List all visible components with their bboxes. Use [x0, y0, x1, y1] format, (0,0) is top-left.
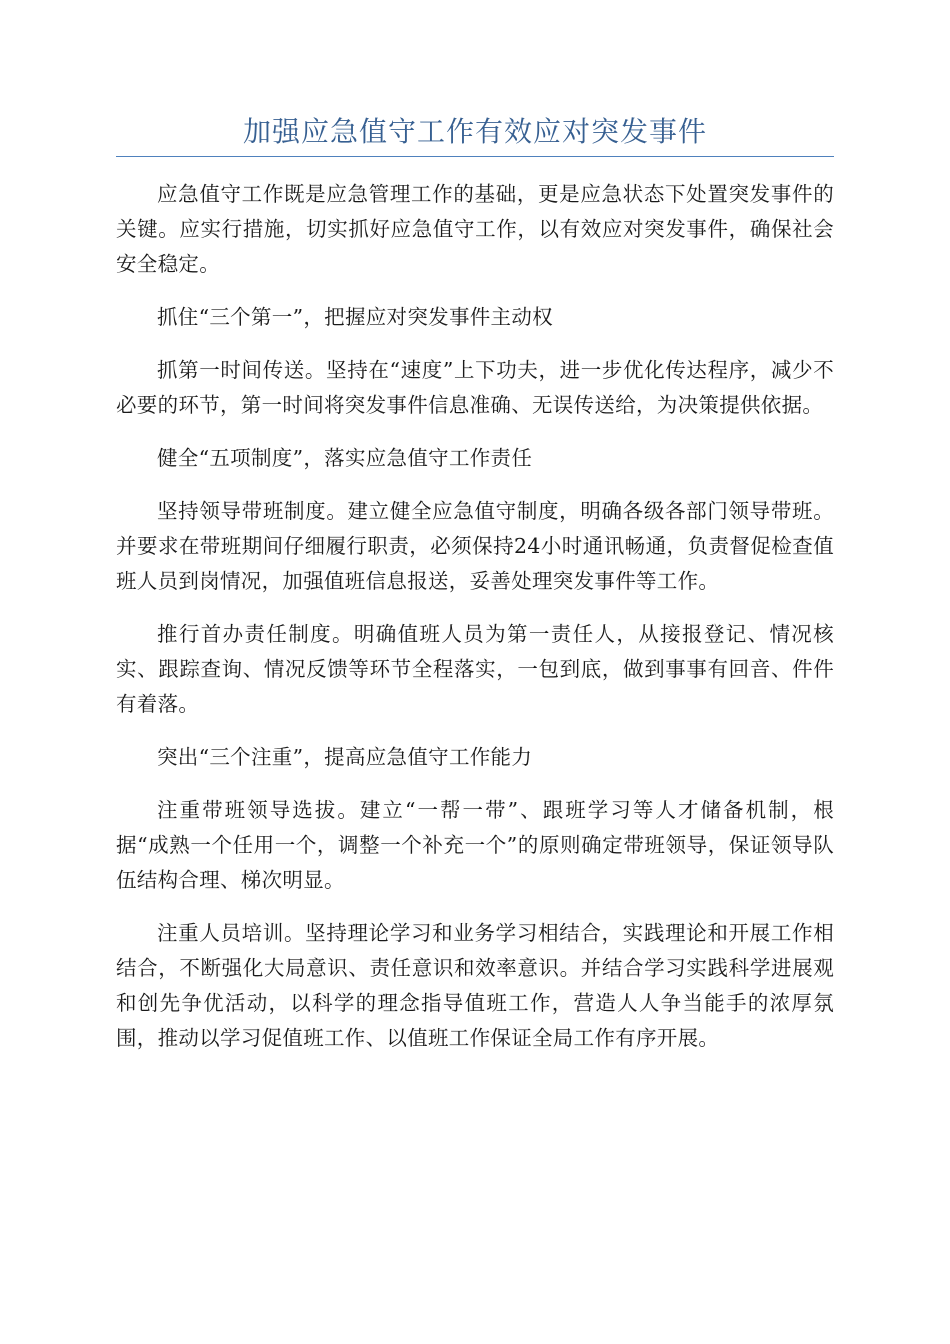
body-paragraph: 注重人员培训。坚持理论学习和业务学习相结合，实践理论和开展工作相结合，不断强化大局意识、责任意识和效率意识。并结合学习实践科学进展观和创先争优活动，以科学的理念指导值班工作，营造人人争当能手的浓厚氛围，推动以学习促值班工作、以值班工作保证全局工作有序开展。 — [116, 921, 834, 1050]
body-paragraph: 坚持领导带班制度。建立健全应急值守制度，明确各级各部门领导带班。并要求在带班期间仔细履行职责，必须保持24小时通讯畅通，负责督促检查值班人员到岗情况，加强值班信息报送，妥善处理突发事件等工作。 — [116, 499, 834, 593]
document-body — [116, 177, 834, 1056]
section-heading: 抓住“三个第一”，把握应对突发事件主动权 — [157, 305, 553, 329]
body-paragraph: 推行首办责任制度。明确值班人员为第一责任人，从接报登记、情况核实、跟踪查询、情况反馈等环节全程落实，一包到底，做到事事有回音、件件有着落。 — [116, 622, 834, 716]
section-heading: 突出“三个注重”，提高应急值守工作能力 — [157, 745, 533, 769]
document-title: 加强应急值守工作有效应对突发事件 — [116, 110, 834, 157]
intro-paragraph: 应急值守工作既是应急管理工作的基础，更是应急状态下处置突发事件的关键。应实行措施，切实抓好应急值守工作，以有效应对突发事件，确保社会安全稳定。 — [116, 182, 834, 276]
body-paragraph: 注重带班领导选拔。建立“一帮一带”、跟班学习等人才储备机制，根据“成熟一个任用一个，调整一个补充一个”的原则确定带班领导，保证领导队伍结构合理、梯次明显。 — [116, 798, 834, 892]
document-page — [116, 110, 834, 1074]
body-paragraph: 抓第一时间传送。坚持在“速度”上下功夫，进一步优化传达程序，减少不必要的环节，第一时间将突发事件信息准确、无误传送给，为决策提供依据。 — [116, 358, 834, 417]
section-heading: 健全“五项制度”，落实应急值守工作责任 — [157, 446, 533, 470]
